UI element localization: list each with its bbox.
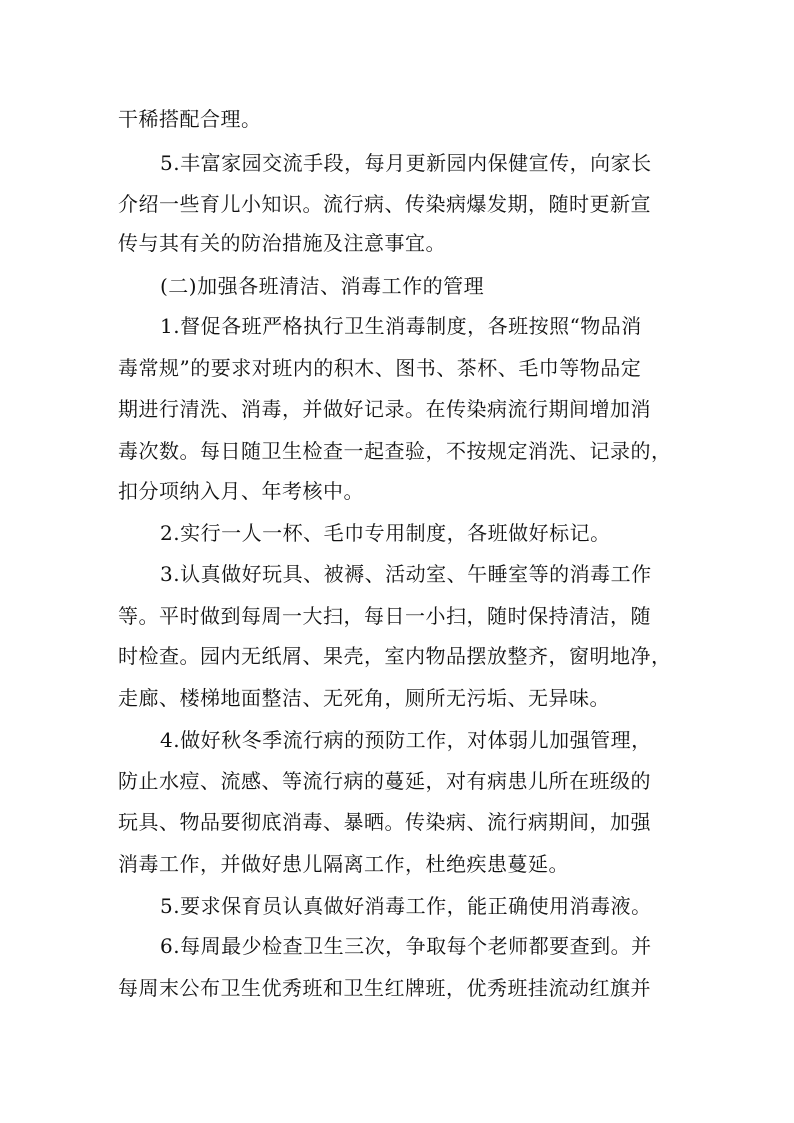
text-line: 走廊、楼梯地面整洁、无死角，厕所无污垢、无异味。 (118, 686, 610, 710)
text-line: 消毒工作，并做好患儿隔离工作，杜绝疾患蔓延。 (118, 852, 569, 876)
text-line: 传与其有关的防治措施及注意事宜。 (118, 231, 446, 255)
text-line: 干稀搭配合理。 (118, 107, 262, 131)
text-line: 5.丰富家园交流手段，每月更新园内保健宣传，向家长 (160, 151, 652, 175)
text-line: 时检查。园内无纸屑、果壳，室内物品摆放整齐，窗明地净， (118, 644, 672, 668)
text-line: 每周末公布卫生优秀班和卫生红牌班，优秀班挂流动红旗并 (118, 976, 651, 1000)
text-line: 5.要求保育员认真做好消毒工作，能正确使用消毒液。 (160, 894, 652, 918)
text-line: 等。平时做到每周一大扫，每日一小扫，随时保持清洁，随 (118, 604, 651, 628)
text-line: 1.督促各班严格执行卫生消毒制度，各班按照“物品消 (160, 314, 642, 338)
text-line: 6.每周最少检查卫生三次，争取每个老师都要查到。并 (160, 934, 652, 958)
text-line: 期进行清洗、消毒，并做好记录。在传染病流行期间增加消 (118, 397, 651, 421)
text-line: 扣分项纳入月、年考核中。 (118, 479, 364, 503)
text-line: 毒常规”的要求对班内的积木、图书、茶杯、毛巾等物品定 (118, 356, 642, 380)
section-heading: (二)加强各班清洁、消毒工作的管理 (160, 274, 485, 298)
text-line: 介绍一些育儿小知识。流行病、传染病爆发期，随时更新宣 (118, 192, 651, 216)
text-line: 毒次数。每日随卫生检查一起查验，不按规定消洗、记录的， (118, 439, 672, 463)
text-line: 3.认真做好玩具、被褥、活动室、午睡室等的消毒工作 (160, 562, 652, 586)
text-line: 2.实行一人一杯、毛巾专用制度，各班做好标记。 (160, 521, 611, 545)
text-line: 防止水痘、流感、等流行病的蔓延，对有病患儿所在班级的 (118, 769, 651, 793)
text-line: 4.做好秋冬季流行病的预防工作，对体弱儿加强管理， (160, 728, 652, 752)
text-line: 玩具、物品要彻底消毒、暴晒。传染病、流行病期间，加强 (118, 810, 651, 834)
